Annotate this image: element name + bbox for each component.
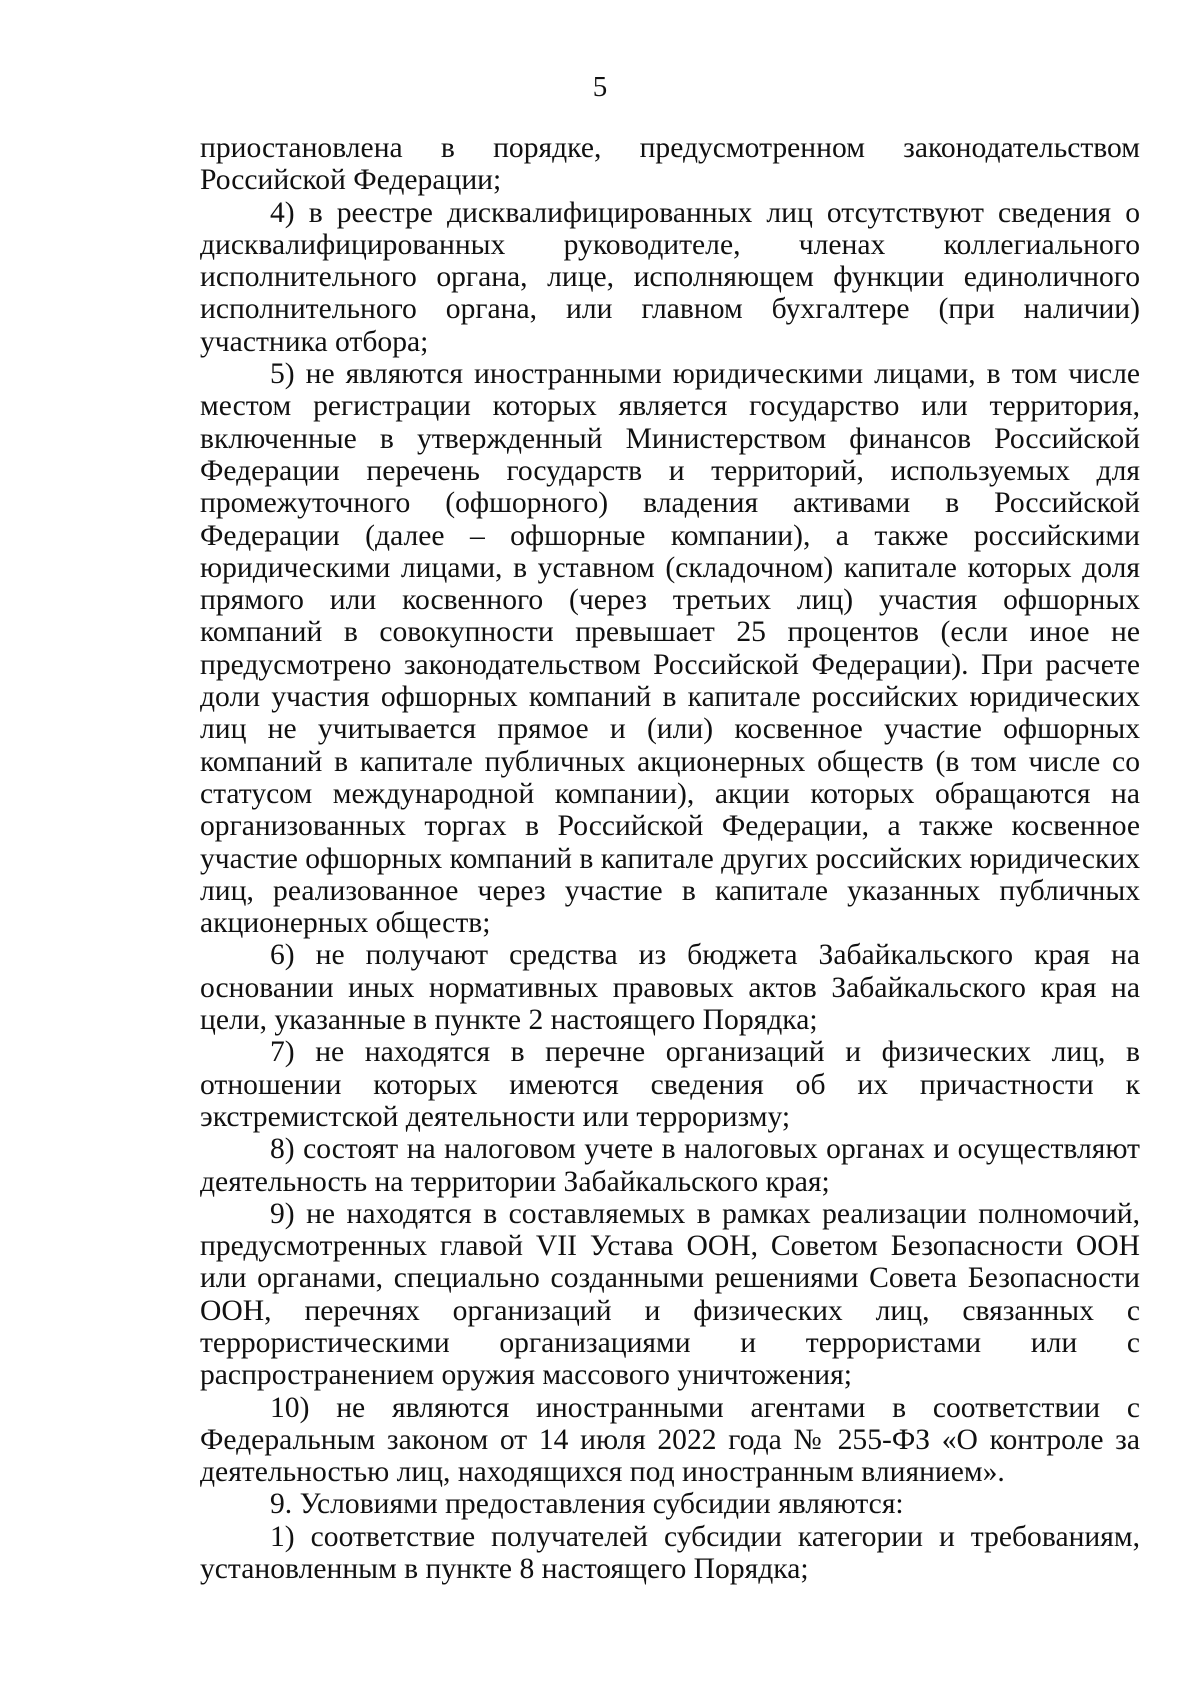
page-number: 5 [592, 71, 608, 103]
section-9-item-1: 1) соответствие получателей субсидии категории и требованиям, установленным в пункте 8 настоящего Порядка; [200, 1520, 1140, 1586]
section-9-heading: 9. Условиями предоставления субсидии являются: [270, 1488, 904, 1521]
paragraph-item-5: 5) не являются иностранными юридическими лицами, в том числе местом регистрации которых является государство или территория, включенные в утвержденный Министерством финансов Российской Федерации перечень государств и территорий, используемых для промежуточного (офшорного) владения активами в Российской Федерации (далее – офшорные компании), а также российскими юридическими лицами, в уставном (складочном) капитале которых доля прямого или косвенного (через третьих лиц) участия офшорных компаний в совокупности превышает 25 процентов (если иное не предусмотрено законодательством Российской Федерации). При расчете доли участия офшорных компаний в капитале российских юридических лиц не учитывается прямое и (или) косвенное участие офшорных компаний в капитале публичных акционерных обществ (в том числе со статусом международной компании), акции которых обращаются на организованных торгах в Российской Федерации, а также косвенное участие офшорных компаний в капитале других российских юридических лиц, реализованное через участие в капитале указанных публичных акционерных обществ; [200, 358, 1140, 940]
paragraph-item-4: 4) в реестре дисквалифицированных лиц отсутствуют сведения о дисквалифицированных руководителе, членах коллегиального исполнительного органа, лице, исполняющем функции единоличного исполнительного органа, или главном бухгалтере (при наличии) участника отбора; [200, 196, 1140, 358]
document-body [200, 132, 1140, 1585]
paragraph-item-6: 6) не получают средства из бюджета Забайкальского края на основании иных нормативных правовых актов Забайкальского края на цели, указанные в пункте 2 настоящего Порядка; [200, 939, 1140, 1037]
paragraph-continuation: приостановлена в порядке, предусмотренном законодательством Российской Федерации; [200, 132, 1140, 197]
paragraph-item-10: 10) не являются иностранными агентами в соответствии с Федеральным законом от 14 июля 2022 года № 255-ФЗ «О контроле за деятельностью лиц, находящихся под иностранным влиянием». [200, 1391, 1140, 1489]
paragraph-item-8: 8) состоят на налоговом учете в налоговых органах и осуществляют деятельность на территории Забайкальского края; [200, 1133, 1140, 1198]
paragraph-item-7: 7) не находятся в перечне организаций и физических лиц, в отношении которых имеются сведения об их причастности к экстремистской деятельности или терроризму; [200, 1036, 1140, 1133]
paragraph-item-9: 9) не находятся в составляемых в рамках реализации полномочий, предусмотренных главой VII Устава ООН, Советом Безопасности ООН или органами, специально созданными решениями Совета Безопасности ООН, перечнях организаций и физических лиц, связанных с террористическими организациями и террористами или с распространением оружия массового уничтожения; [200, 1197, 1140, 1392]
